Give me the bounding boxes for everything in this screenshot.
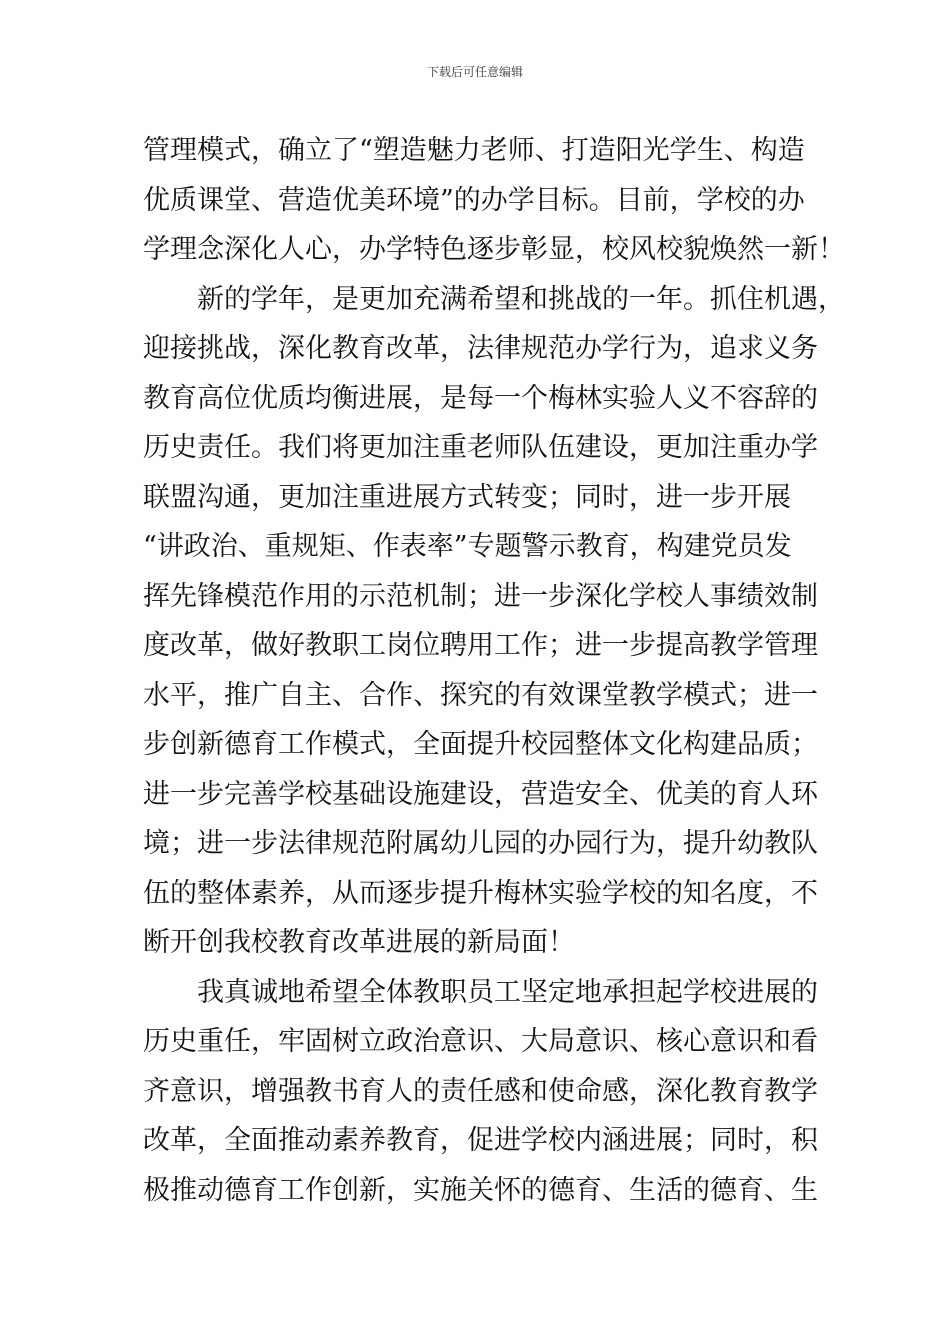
text-line: 迎接挑战，深化教育改革，法律规范办学行为，追求义务 [143,333,818,364]
text-line: 改革，全面推动素养教育，促进学校内涵进展；同时，积 [143,1125,818,1156]
text-line: 境；进一步法律规范附属幼儿园的办园行为，提升幼教队 [143,828,818,859]
text-line: 教育高位优质均衡进展，是每一个梅林实验人义不容辞的 [143,382,818,414]
text-line: 学理念深化人心，办学特色逐步彰显，校风校貌焕然一新！ [143,234,845,265]
text-line: 我真诚地希望全体教职员工坚定地承担起学校进展的 [197,976,818,1008]
text-line: 伍的整体素养，从而逐步提升梅林实验学校的知名度，不 [143,877,818,909]
paragraph-3 [143,968,818,1216]
text-line: 断开创我校教育改革进展的新局面！ [143,927,575,958]
document-body [143,126,845,1215]
text-line: 优质课堂、营造优美环境”的办学目标。目前，学校的办 [143,184,805,216]
text-line: 齐意识，增强教书育人的责任感和使命感，深化教育教学 [143,1075,818,1107]
text-line: 挥先锋模范作用的示范机制；进一步深化学校人事绩效制 [143,580,818,612]
text-line: 新的学年，是更加充满希望和挑战的一年。抓住机遇， [197,283,845,315]
page-header: 下载后可任意编辑 [426,65,523,79]
text-line: 度改革，做好教职工岗位聘用工作；进一步提高教学管理 [143,630,818,661]
paragraph-2 [143,275,845,968]
text-line: 历史责任。我们将更加注重老师队伍建设，更加注重办学 [143,432,818,463]
text-line: 步创新德育工作模式，全面提升校园整体文化构建品质； [143,729,818,760]
text-line: 进一步完善学校基础设施建设，营造安全、优美的育人环 [143,778,818,810]
text-line: 极推动德育工作创新，实施关怀的德育、生活的德育、生 [143,1174,818,1206]
text-line: 管理模式，确立了“塑造魅力老师、打造阳光学生、构造 [143,135,805,166]
text-line: 联盟沟通，更加注重进展方式转变；同时，进一步开展 [143,481,791,513]
paragraph-1 [143,126,845,275]
text-line: “讲政治、重规矩、作表率”专题警示教育，构建党员发 [143,531,792,562]
text-line: 水平，推广自主、合作、探究的有效课堂教学模式；进一 [143,679,818,711]
text-line: 历史重任，牢固树立政治意识、大局意识、核心意识和看 [143,1026,818,1057]
